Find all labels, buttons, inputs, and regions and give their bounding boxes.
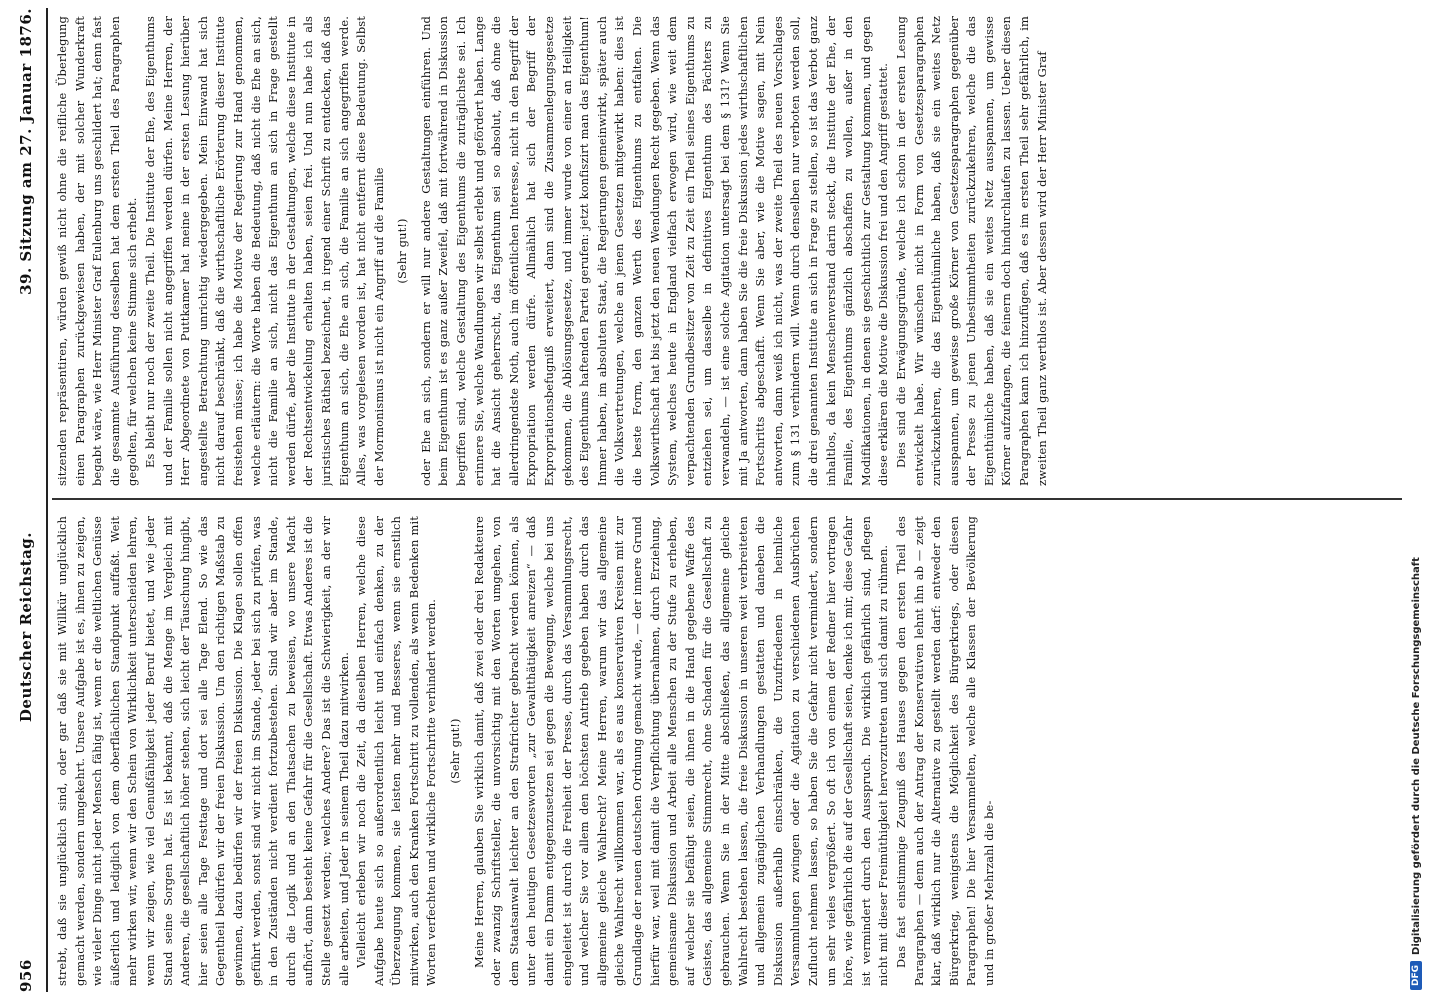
page-header <box>8 8 44 992</box>
paragraph: Dies sind die Erwägungsgründe, welche ich schon in der ersten Lesung entwickelt habe. Wir wünschen nicht in Form von Gesetzesparagraphen zurückzukehren, die das Eigenthümliche haben, daß sie ein weites Netz ausspannen, um gewisse große Körner von Gesetzesparagraphen gegenüber der Presse zu jenen Unbestimmtheiten zurückzukehren, welche die das Eigenthümliche haben, daß sie ein weites Netz ausspannen, um gewisse Körner aufzufangen, die feinern doch hindurchlaufen zu lassen. Ueber diesen Paragraphen kann ich hinzufügen, daß es im ersten Theil sehr gefährlich, im zweiten Theil ganz werthlos ist. Aber dessen wird der Herr Minister Graf <box>893 16 1049 486</box>
page-number: 956 <box>17 959 35 992</box>
digitization-credit <box>1405 0 1427 1000</box>
session-date: 39. Sitzung am 27. Januar 1876. <box>17 8 35 295</box>
paragraph: strebt, daß sie unglücklich sind, oder gar daß sie mit Willkür unglücklich gemacht werden, sondern umgekehrt. Unsere Aufgabe ist es, ihnen zu zeigen, wie vieler Dinge nicht jeder Mensch fähig ist, wenn er die weltlichen Genüsse äußerlich und lediglich von dem oberflächlichen Standpunkt auffaßt. Weit mehr wirken wir, wenn wir den Schein von Wirklichkeit unterscheiden lehren, wenn wir zeigen, wie viel Genußfähigkeit jeder Beruf bietet, und wie jeder Stand seine Sorgen hat. Es ist bekannt, daß die Menge im Vergleich mit Anderen, die gesellschaftlich höher stehen, sich leicht der Täuschung hingibt, hier seien alle Tage Festtage und dort sei alle Tage Elend. So wie das Gegentheil bedürfen wir der freien Diskussion. Um den richtigen Maßstab zu gewinnen, dazu bedürfen wir der freien Diskussion. Die Klagen sollen offen geführt werden, sonst sind wir nicht im Stande, jeder bei sich zu prüfen, was in den Zuständen nicht verdient fortzubestehen. Sind wir aber im Stande, durch die Logik und an den Thatsachen zu beweisen, wo unsere Macht aufhört, dann besteht keine Gefahr für die Gesellschaft. Etwas Anderes ist die Stelle gesetzt werden; welches Andere? Das ist die Schwierigkeit, an der wir alle arbeiten, und Jeder in seinem Theil dazu mitwirken. <box>55 516 351 986</box>
paragraph: Das fast einstimmige Zeugniß des Hauses gegen den ersten Theil des Paragraphen — denn auch der Antrag der Konservativen lehnt ihn ab — zeigt klar, daß wirklich nur die Alternative zu gestellt werden darf: entweder den Bürgerkrieg, wenigstens die Möglichkeit des Bürgerkriegs, oder diesen Paragraphen! Die hier Versammelten, welche alle Klassen der Bevölkerung und in großer Mehrzahl die be- <box>893 516 996 986</box>
column-separator <box>52 498 1402 500</box>
header-rule <box>46 8 48 992</box>
paragraph: Es bleibt nur noch der zweite Theil. Die Institute der Ehe, des Eigenthums und der Familie sollen nicht angegriffen werden dürfen. Meine Herren, der Herr Abgeordnete von Puttkamer hat meine in der ersten Lesung hierüber angestellte Betrachtung unrichtig wiedergegeben. Mein Einwand hat sich nicht darauf beschränkt, daß die wirthschaftliche Erörterung dieser Institute freistehen müsse; ich habe die Motive der Regierung zur Hand genommen, welche erläutern: die Worte haben die Bedeutung, daß nicht die Ehe an sich, nicht die Familie an sich, nicht das Eigenthum an sich in Frage gestellt werden dürfe, aber die Institute in der Gestaltungen, welche diese Institute in der Rechtsentwickelung erhalten haben, seien frei. Und nun habe ich als juristisches Räthsel bezeichnet, in irgend einer Schrift zu entdecken, daß das Eigenthum an sich, die Ehe an sich, die Familie an sich angegriffen werde. Alles, was vorgelesen worden ist, hat nicht entfernt diese Bedeutung. Selbst der Mormonismus ist nicht ein Angriff auf die Familie <box>142 16 386 486</box>
paragraph: Meine Herren, glauben Sie wirklich damit, daß zwei oder drei Redakteure oder zwanzig Schriftsteller, die unvorsichtig mit den Worten umgehen, von dem Staatsanwalt leichter an den Strafrichter gebracht werden können, als unter den heutigen Gesetzesworten „zur Gewaltthätigkeit anreizen“ — daß damit ein Damm entgegenzusetzen sei gegen die Bewegung, welche bei uns eingeleitet ist durch die Freiheit der Presse, durch das Versammlungsrecht, und welcher Sie vor allem den höchsten Antrieb gegeben haben durch das allgemeine gleiche Wahlrecht? Meine Herren, warum wir das allgemeine gleiche Wahlrecht willkommen war, als es aus konservativen Kreisen mit zur Grundlage der neuen deutschen Ordnung gemacht wurde, — der innere Grund hierfür war, weil mit damit die Verpflichtung übernahmen, durch Erziehung, gemeinsame Diskussion und Arbeit alle Menschen zu der Stufe zu erheben, auf welcher sie befähigt seien, die ihnen in die Hand gegebene Waffe des Geistes, das allgemeine Stimmrecht, ohne Schaden für die Gesellschaft zu gebrauchen. Wenn Sie in der Mitte abschließen, das allgemeine gleiche Wahlrecht bestehen lassen, die freie Diskussion in unseren weit verbreiteten und allgemein zugänglichen Verhandlungen gestatten und daneben die Diskussion außerhalb einschränken, die Unzufriedenen in heimliche Versammlungen zwingen oder die Agitation zu verschiedenen Ausbrüchen Zuflucht nehmen lassen, so haben Sie die Gefahr nicht vermindert, sondern um sehr vieles vergrößert. So oft ich von einem der Redner hier vortragen höre, wie gefährlich die auf der Gesellschaft seien, denke ich mir, diese Gefahr ist vermindert durch den Ausspruch. Die wirklich gefährlich sind, pflegen nicht mit dieser Freimüthigkeit hervorzutreten und sich damit zu rühmen. <box>471 516 891 986</box>
left-column <box>54 516 1398 986</box>
right-column <box>54 16 1398 486</box>
publication-title: Deutscher Reichstag. <box>17 532 35 723</box>
applause-note: (Sehr gut!) <box>448 718 463 784</box>
paragraph: Vielleicht erleben wir noch die Zeit, da dieselben Herren, welche diese Aufgabe heute sich so außerordentlich leicht und einfach denken, zu der Überzeugung kommen, sie leisten mehr und Besseres, wenn sie ernstlich mitwirken, auch den Kranken Fortschritt zu vollenden, als wenn Bedenken mit Worten verfechten und wirkliche Fortschritte verhindert werden. <box>354 516 439 986</box>
applause-note: (Sehr gut!) <box>395 218 410 284</box>
paragraph: oder Ehe an sich, sondern er will nur andere Gestaltungen einführen. Und beim Eigenthum ist es ganz außer Zweifel, daß mit fortwährend in Diskussion begriffen sind, welche Gestaltung des Eigenthums die zuträglichste sei. Ich erinnere Sie, welche Wandlungen wir selbst erlebt und gefördert haben. Lange hat die Ansicht geherrscht, das Eigenthum sei so absolut, daß ohne die allerdringendste Noth, auch im öffentlichen Interesse, nicht in den Begriff der Expropriation werden dürfe. Allmählich hat sich der Begriff der Expropriationsbefugniß erweitert, dann sind die Zusammenlegungsgesetze gekommen, die Ablösungsgesetze, und immer wurde von einer an Heiligkeit des Eigenthums haftenden Partei gerufen: jetzt konfiszirt man das Eigenthum! Immer haben, im absoluten Staat, die Regierungen gemeinwirkt, später auch die Volksvertretungen, welche an jenen Gesetzen mitgewirkt haben: dies ist die beste Form, den ganzen Werth des Eigenthums zu entfalten. Die Volkswirthschaft hat bis jetzt den neuen Wendungen Recht gegeben. Wenn das System, welches heute in England vielfach erwogen wird, wie weit dem verpachtenden Grundbesitzer von Zeit zu Zeit ein Theil seines Eigenthums zu entziehen sei, um dasselbe in definitives Eigenthum des Pächters zu verwandeln, — ist eine solche Agitation untersagt bei dem § 131? Wenn Sie mit Ja antworten, dann haben Sie die freie Diskussion jedes wirthschaftlichen Fortschritts abgeschafft. Wenn Sie aber, wie die Motive sagen, mit Nein antworten, dann weiß ich nicht, was der zweite Theil des neuen Vorschlages zum § 131 verhindern will. Wenn durch denselben nur verboten werden soll, die drei genannten Institute an sich in Frage zu stellen, so ist das Verbot ganz inhaltlos, da kein Menschenverstand darin steckt, die Institute der Ehe, der Familie, des Eigenthums gänzlich abschaffen zu wollen, außer in den Modifikationen, in denen sie geschichtlich zur Gestaltung kommen, und gegen diese erklären die Motive die Diskussion frei und den Angriff gestattet. <box>418 16 891 486</box>
rotated-content <box>8 8 1406 992</box>
dfg-logo: DFG <box>1410 961 1422 990</box>
credit-line: Digitalisierung gefördert durch die Deutsche Forschungsgemeinschaft <box>1410 557 1422 955</box>
digitization-credit-text <box>1405 0 1427 990</box>
paragraph: sitzenden repräsentiren, würden gewiß nicht ohne die reifliche Überlegung einen Paragraphen zurückgewiesen haben, der mit solcher Wunderkraft begabt wäre, wie Herr Minister Graf Eulenburg uns geschildert hat; denn fast die gesammte Ausführung desselben hat dem ersten Theil des Paragraphen gegolten, für welchen keine Stimme sich erhebt. <box>55 16 140 486</box>
